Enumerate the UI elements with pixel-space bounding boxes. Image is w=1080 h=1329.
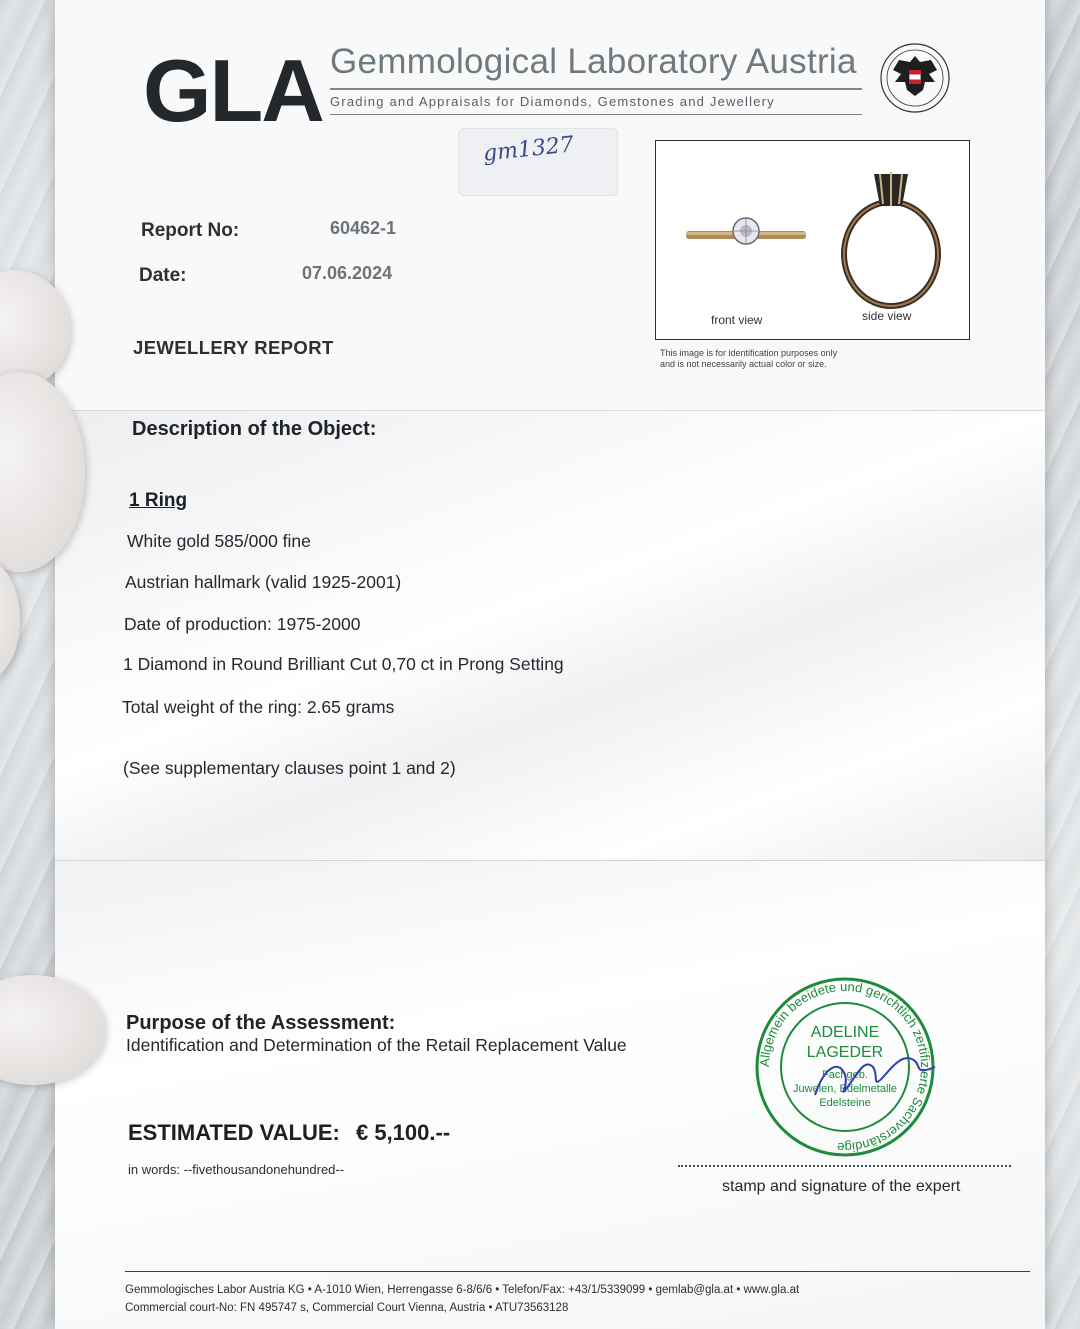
report-no-label: Report No: <box>141 220 240 241</box>
disclaimer-line-2: and is not necessarily actual color or size. <box>660 359 827 369</box>
lab-name: Gemmological Laboratory Austria <box>330 42 857 81</box>
description-line: Austrian hallmark (valid 1925-2001) <box>125 572 402 592</box>
stamp-name-2: LAGEDER <box>806 1044 884 1061</box>
stamp-role-3: Edelsteine <box>819 1097 871 1109</box>
report-document <box>55 0 1045 1329</box>
footer-registration: Commercial court-No: FN 495747 s, Commercial Court Vienna, Austria • ATU73563128 <box>125 1302 569 1314</box>
report-no-value: 60462-1 <box>330 218 397 238</box>
panel-description <box>55 410 1045 860</box>
ring-side-view-image <box>836 166 951 311</box>
supplementary-note: (See supplementary clauses point 1 and 2) <box>123 758 456 778</box>
description-heading: Description of the Object: <box>132 418 377 440</box>
stamp-ring-text: Allgemein beeidete und gerichtlich zertifizierte Sachverständige <box>756 978 934 1156</box>
estimated-value-label: ESTIMATED VALUE: <box>128 1120 340 1145</box>
report-type: JEWELLERY REPORT <box>133 337 334 358</box>
value-in-words: in words: --fivethousandonehundred-- <box>128 1162 345 1177</box>
image-disclaimer <box>660 348 910 370</box>
description-line: Date of production: 1975-2000 <box>124 614 361 634</box>
disclaimer-line-1: This image is for identification purposes only <box>660 348 838 358</box>
estimated-value-amount: € 5,100.-- <box>355 1120 451 1145</box>
expert-stamp <box>745 975 945 1160</box>
handwritten-sticker <box>458 128 618 196</box>
header-divider-bottom <box>330 114 862 115</box>
description-line: White gold 585/000 fine <box>127 531 311 551</box>
description-line: Total weight of the ring: 2.65 grams <box>122 697 395 717</box>
gla-logo: GLA <box>143 41 323 140</box>
signature-line <box>678 1165 1011 1167</box>
item-title: 1 Ring <box>129 490 188 511</box>
ring-image-box <box>655 140 970 340</box>
assessment-heading: Purpose of the Assessment: <box>126 1012 396 1034</box>
footer-divider <box>125 1271 1030 1272</box>
signature-label: stamp and signature of the expert <box>722 1178 961 1195</box>
stamp-role-1: Fachgeb. <box>822 1069 868 1081</box>
assessment-text: Identification and Determination of the Retail Replacement Value <box>126 1035 627 1055</box>
stamp-name-1: ADELINE <box>810 1024 880 1041</box>
date-value: 07.06.2024 <box>302 263 393 283</box>
estimated-value <box>128 1120 450 1146</box>
ring-front-view-image <box>681 201 811 261</box>
front-view-caption: front view <box>711 313 763 327</box>
stamp-role-2: Juwelen, Edelmetalle <box>793 1083 897 1095</box>
header-divider <box>330 88 862 90</box>
austrian-eagle-emblem-icon <box>877 40 953 116</box>
date-label: Date: <box>139 265 187 286</box>
side-view-caption: side view <box>862 309 912 323</box>
sticker-code: gm1327 <box>481 132 575 167</box>
lab-subtitle: Grading and Appraisals for Diamonds, Gemstones and Jewellery <box>330 94 775 109</box>
footer-contact: Gemmologisches Labor Austria KG • A-1010 Wien, Herrengasse 6-8/6/6 • Telefon/Fax: +43/1/5339099 • gemlab@gla.at • www.gla.at <box>125 1284 800 1296</box>
description-line: 1 Diamond in Round Brilliant Cut 0,70 ct in Prong Setting <box>123 654 564 674</box>
